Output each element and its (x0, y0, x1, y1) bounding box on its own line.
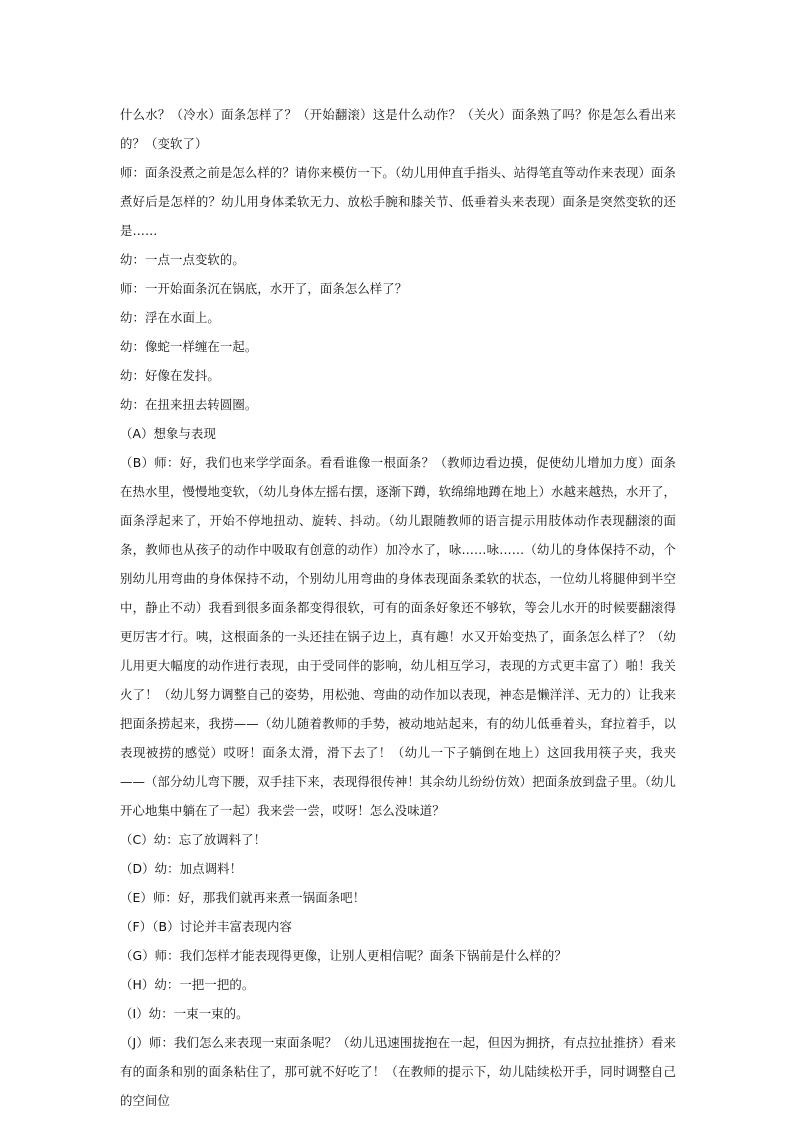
paragraph: 什么水？（冷水）面条怎样了？（开始翻滚）这是什么动作？（关火）面条熟了吗？你是怎么看出来的？（变软了） (120, 107, 676, 151)
paragraph: （C）幼：忘了放调料了！ (120, 832, 267, 847)
paragraph: （H）幼：一把一把的。 (120, 977, 255, 992)
paragraph: 幼：一点一点变软的。 (120, 252, 245, 267)
paragraph: （I）幼：一束一束的。 (120, 1006, 249, 1021)
section-heading: （F）（B）讨论并丰富表现内容 (120, 919, 293, 934)
paragraph: 幼：像蛇一样缠在一起。 (120, 339, 258, 354)
paragraph: 师：一开始面条沉在锅底，水开了，面条怎么样了？ (120, 281, 408, 296)
document-body (120, 100, 676, 1115)
paragraph: （D）幼：加点调料！ (120, 861, 243, 876)
paragraph: 幼：浮在水面上。 (120, 310, 220, 325)
paragraph: 幼：好像在发抖。 (120, 368, 220, 383)
paragraph: （E）师：好，那我们就再来煮一锅面条吧！ (120, 890, 366, 905)
section-heading: （A）想象与表现 (120, 426, 217, 441)
paragraph: （B）师：好，我们也来学学面条。看看谁像一根面条？（教师边看边摸，促使幼儿增加力度）面条在热水里，慢慢地变软，（幼儿身体左摇右摆，逐渐下蹲，软绵绵地蹲在地上）水越来越热，水开了，面条浮起来了，开始不停地扭动、旋转、抖动。（幼儿跟随教师的语言提示用肢体动作表现翻滚的面条，教师也从孩子的动作中吸取有创意的动作）加冷水了，咏……咏……（幼儿的身体保持不动，个别幼儿用弯曲的身体保持不动，个别幼儿用弯曲的身体表现面条柔软的状态，一位幼儿将腿伸到半空中，静止不动）我看到很多面条都变得很软，可有的面条好象还不够软，等会儿水开的时候要翻滚得更厉害才行。咦，这根面条的一头还挂在锅子边上，真有趣！水又开始变热了，面条怎么样了？（幼儿用更大幅度的动作进行表现，由于受同伴的影响，幼儿相互学习，表现的方式更丰富了）啪！我关火了！（幼儿努力调整自己的姿势，用松弛、弯曲的动作加以表现，神态是懒洋洋、无力的）让我来把面条捞起来，我捞——（幼儿随着教师的手势，被动地站起来，有的幼儿低垂着头，耷拉着手，以表现被捞的感觉）哎呀！面条太滑，滑下去了！（幼儿一下子躺倒在地上）这回我用筷子夹，我夹——（部分幼儿弯下腰，双手挂下来，表现得很传神！其余幼儿纷纷仿效）把面条放到盘子里。（幼儿开心地集中躺在了一起）我来尝一尝，哎呀！怎么没味道？ (120, 455, 676, 818)
paragraph: （G）师：我们怎样才能表现得更像，让别人更相信呢？面条下锅前是什么样的？ (120, 948, 567, 963)
paragraph: 幼：在扭来扭去转圆圈。 (120, 397, 258, 412)
paragraph: 师：面条没煮之前是怎么样的？请你来模仿一下。（幼儿用伸直手指头、站得笔直等动作来表现）面条煮好后是怎样的？幼儿用身体柔软无力、放松手腕和膝关节、低垂着头来表现）面条是突然变软的还是…… (120, 165, 676, 238)
paragraph: （J）师：我们怎么来表现一束面条呢？（幼儿迅速围拢抱在一起，但因为拥挤，有点拉扯推挤）看来有的面条和别的面条粘住了，那可就不好吃了！（在教师的提示下，幼儿陆续松开手，同时调整自己的空间位 (120, 1035, 676, 1108)
